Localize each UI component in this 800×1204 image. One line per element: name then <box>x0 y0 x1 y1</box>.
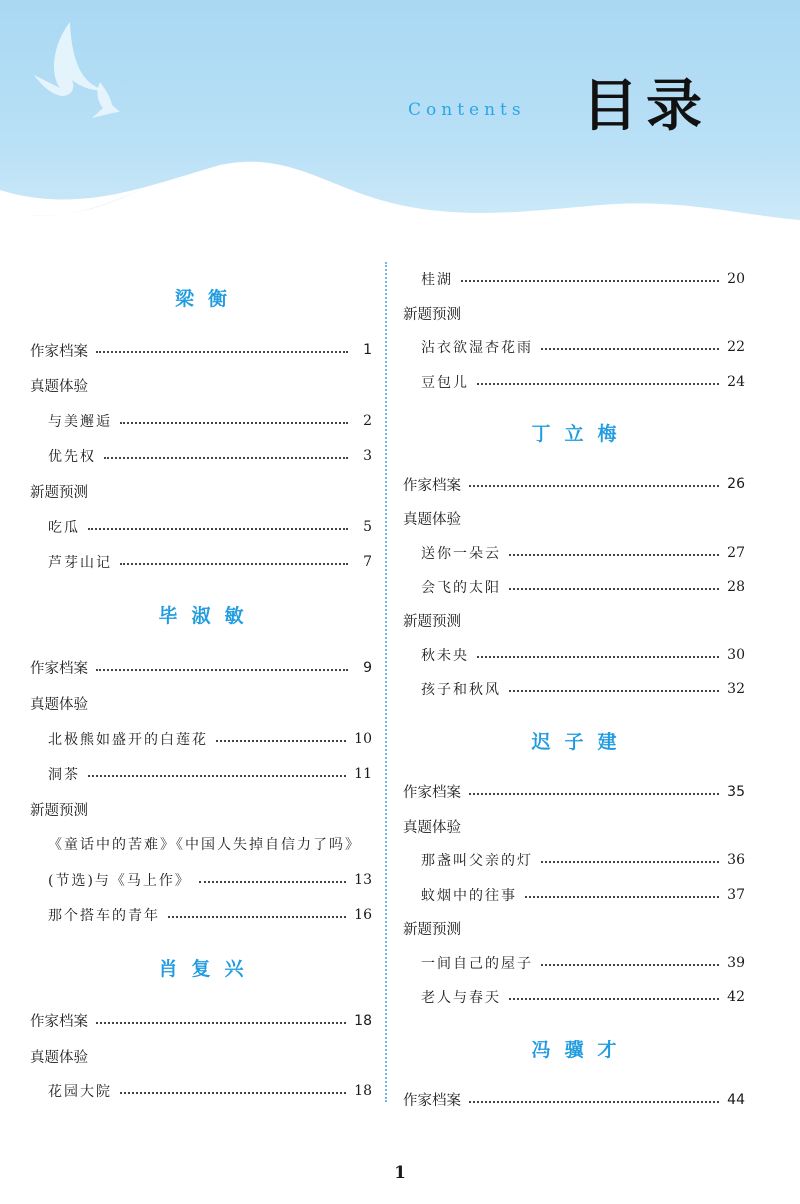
toc-category <box>30 368 372 403</box>
toc-entry[interactable] <box>403 946 745 980</box>
entry-title: 作家档案 <box>403 785 461 802</box>
toc-category[interactable] <box>30 650 372 685</box>
entry-title: 真题体验 <box>403 511 461 528</box>
toc-entry[interactable] <box>403 843 745 877</box>
toc-category <box>403 501 745 535</box>
toc-entry[interactable] <box>403 330 745 364</box>
dot-leader <box>96 351 348 353</box>
entry-title: 作家档案 <box>30 1014 88 1031</box>
entry-title: 会飞的太阳 <box>421 579 501 596</box>
dot-leader <box>104 457 348 459</box>
page-ref: 11 <box>354 765 372 782</box>
author-name: 梁衡 <box>174 287 241 310</box>
entry-title: 北极熊如盛开的白莲花 <box>48 731 208 748</box>
entry-title: 真题体验 <box>403 819 461 836</box>
author-name: 冯骥才 <box>531 1038 631 1061</box>
author-heading <box>403 1014 745 1082</box>
author-name: 迟子建 <box>531 731 631 754</box>
toc-entry[interactable] <box>30 862 372 897</box>
page-title: 目录 <box>582 73 710 139</box>
contents-subtitle: Contents <box>408 100 526 120</box>
author-heading <box>403 399 745 467</box>
author-name: 毕淑敏 <box>158 605 258 628</box>
dot-leader <box>509 554 719 556</box>
page-ref: 2 <box>363 412 372 429</box>
entry-title: 作家档案 <box>403 477 461 494</box>
dot-leader <box>168 916 346 918</box>
dot-leader <box>477 656 719 658</box>
dot-leader <box>525 896 719 898</box>
author-name: 丁立梅 <box>531 423 631 446</box>
entry-title: 吃瓜 <box>48 519 80 536</box>
toc-entry[interactable] <box>403 262 745 296</box>
author-heading <box>30 933 372 1004</box>
dot-leader <box>469 1101 719 1103</box>
entry-title: 优先权 <box>48 449 96 466</box>
dot-leader <box>509 588 719 590</box>
entry-title: 洞茶 <box>48 766 80 783</box>
page-number: 1 <box>394 1163 406 1183</box>
entry-title: 作家档案 <box>30 661 88 678</box>
entry-title: 老人与春天 <box>421 990 501 1007</box>
page-ref: 16 <box>354 906 372 923</box>
toc-entry[interactable] <box>403 638 745 672</box>
bird-icon <box>34 22 105 96</box>
author-heading <box>403 706 745 774</box>
entry-title: 一间自己的屋子 <box>421 955 533 972</box>
page-ref: 10 <box>354 730 372 747</box>
entry-title: 新题预测 <box>403 306 461 323</box>
page-ref: 26 <box>727 476 745 493</box>
page-ref: 9 <box>363 659 372 676</box>
toc-category[interactable] <box>30 333 372 368</box>
dot-leader <box>88 528 348 530</box>
entry-title: 花园大院 <box>48 1084 112 1101</box>
toc-entry[interactable] <box>30 509 372 544</box>
toc-entry <box>30 827 372 862</box>
page-ref: 13 <box>354 871 372 888</box>
toc-category[interactable] <box>30 1003 372 1038</box>
toc-entry[interactable] <box>403 536 745 570</box>
entry-title: (节选)与《马上作》 <box>48 872 191 889</box>
toc-entry[interactable] <box>403 570 745 604</box>
entry-title: 豆包儿 <box>421 374 469 391</box>
header-banner <box>0 0 800 260</box>
toc-left-column <box>30 262 372 1109</box>
toc-entry[interactable] <box>30 721 372 756</box>
toc-category <box>30 791 372 826</box>
page-ref: 1 <box>363 342 372 359</box>
page-ref: 36 <box>727 852 745 869</box>
entry-title: 新题预测 <box>30 484 88 501</box>
entry-title: 作家档案 <box>30 343 88 360</box>
entry-title: 桂湖 <box>421 272 453 289</box>
page-ref: 20 <box>727 271 745 288</box>
toc-entry[interactable] <box>30 544 372 579</box>
entry-title: 沾衣欲湿杏花雨 <box>421 340 533 357</box>
dot-leader <box>541 348 719 350</box>
toc-category <box>403 912 745 946</box>
dot-leader <box>88 775 346 777</box>
author-heading <box>30 262 372 333</box>
page-ref: 44 <box>727 1091 745 1108</box>
dot-leader <box>461 280 719 282</box>
dot-leader <box>120 563 348 565</box>
dot-leader <box>96 1022 346 1024</box>
column-divider <box>385 262 387 1102</box>
toc-entry[interactable] <box>403 365 745 399</box>
dot-leader <box>199 881 346 883</box>
toc-entry[interactable] <box>30 403 372 438</box>
entry-title: 真题体验 <box>30 696 88 713</box>
page-ref: 22 <box>727 339 745 356</box>
entry-title: 那个搭车的青年 <box>48 907 160 924</box>
dot-leader <box>541 861 719 863</box>
page-ref: 37 <box>727 886 745 903</box>
entry-title: 真题体验 <box>30 379 88 396</box>
dot-leader <box>477 383 719 385</box>
entry-title: 《童话中的苦难》《中国人失掉自信力了吗》 <box>48 837 361 854</box>
entry-title: 新题预测 <box>30 802 88 819</box>
dot-leader <box>216 740 346 742</box>
toc-entry[interactable] <box>30 756 372 791</box>
toc-entry[interactable] <box>30 1074 372 1109</box>
toc-category <box>30 686 372 721</box>
dot-leader <box>469 793 719 795</box>
toc-category[interactable] <box>403 775 745 809</box>
page-ref: 42 <box>727 989 745 1006</box>
dot-leader <box>541 964 719 966</box>
dot-leader <box>509 690 719 692</box>
page-ref: 35 <box>727 783 745 800</box>
entry-title: 真题体验 <box>30 1049 88 1066</box>
page-ref: 5 <box>363 518 372 535</box>
entry-title: 与美邂逅 <box>48 413 112 430</box>
entry-title: 作家档案 <box>403 1093 461 1110</box>
dot-leader <box>120 422 348 424</box>
page-ref: 3 <box>363 448 372 465</box>
entry-title: 孩子和秋风 <box>421 682 501 699</box>
toc-entry[interactable] <box>403 672 745 706</box>
toc-entry[interactable] <box>403 877 745 911</box>
author-name: 肖复兴 <box>158 958 258 981</box>
page-ref: 28 <box>727 578 745 595</box>
page-ref: 39 <box>727 954 745 971</box>
toc-category[interactable] <box>403 467 745 501</box>
toc-entry[interactable] <box>403 980 745 1014</box>
entry-title: 蚊烟中的往事 <box>421 887 517 904</box>
entry-title: 秋未央 <box>421 648 469 665</box>
page-ref: 18 <box>354 1083 372 1100</box>
entry-title: 新题预测 <box>403 614 461 631</box>
page-ref: 27 <box>727 544 745 561</box>
toc-entry[interactable] <box>30 897 372 932</box>
page-ref: 32 <box>727 681 745 698</box>
page-ref: 30 <box>727 647 745 664</box>
entry-title: 芦芽山记 <box>48 555 112 572</box>
toc-right-column <box>403 262 745 1117</box>
toc-category[interactable] <box>403 1083 745 1117</box>
wave-shape <box>0 162 800 260</box>
entry-title: 送你一朵云 <box>421 545 501 562</box>
dot-leader <box>509 998 719 1000</box>
page-ref: 24 <box>727 373 745 390</box>
author-heading <box>30 580 372 651</box>
entry-title: 那盏叫父亲的灯 <box>421 853 533 870</box>
page-ref: 18 <box>354 1012 372 1029</box>
page-ref: 7 <box>363 554 372 571</box>
toc-category <box>30 474 372 509</box>
toc-category <box>403 296 745 330</box>
entry-title: 新题预测 <box>403 922 461 939</box>
dot-leader <box>120 1092 346 1094</box>
toc-category <box>403 809 745 843</box>
toc-category <box>403 604 745 638</box>
toc-category <box>30 1039 372 1074</box>
dot-leader <box>469 485 719 487</box>
dot-leader <box>96 669 348 671</box>
toc-entry[interactable] <box>30 438 372 473</box>
